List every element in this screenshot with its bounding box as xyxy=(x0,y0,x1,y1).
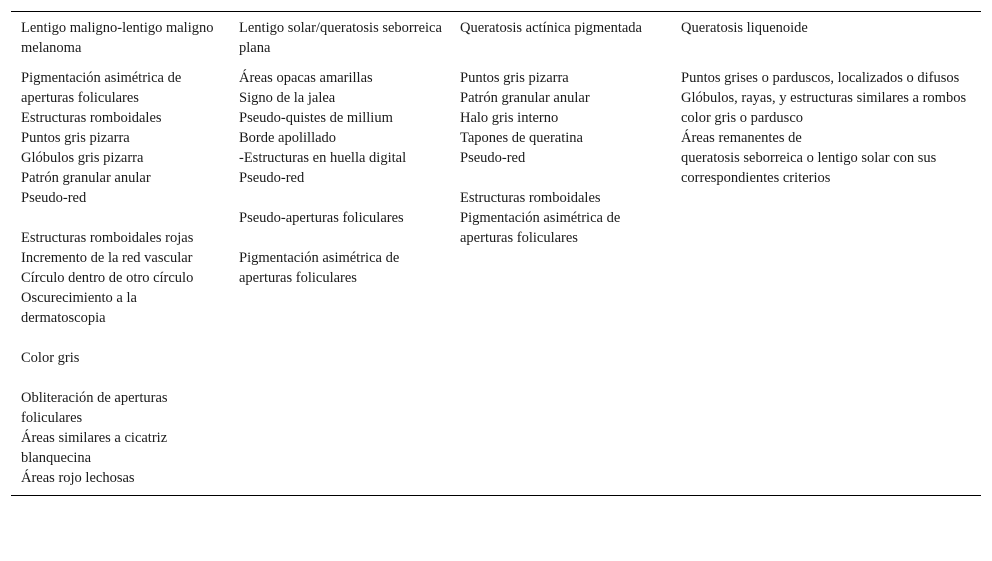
criterion-item: Áreas opacas amarillas xyxy=(239,70,373,86)
criterion-item: queratosis seborreica o lentigo solar con sus correspondientes criterios xyxy=(681,150,937,186)
criterion-item: Glóbulos gris pizarra xyxy=(21,150,144,166)
criterion-item: Pseudo-quistes de millium xyxy=(239,110,393,126)
criterion-item: Color gris xyxy=(21,350,80,366)
header-queratosis-liquenoide: Queratosis liquenoide xyxy=(681,20,808,36)
criterion-item: Áreas similares a cicatriz blanquecina xyxy=(21,430,168,466)
column-queratosis-actinica xyxy=(450,68,671,488)
column-lentigo-solar xyxy=(229,68,450,488)
criterion-item: Patrón granular anular xyxy=(21,170,151,186)
criterion-item: Pseudo-red xyxy=(21,190,87,206)
blank-line xyxy=(239,188,444,208)
table-body-row xyxy=(11,58,981,495)
criterion-item: Puntos grises o parduscos, localizados o difusos xyxy=(681,70,960,86)
column-queratosis-liquenoide xyxy=(671,68,981,488)
criterion-item: Signo de la jalea xyxy=(239,90,336,106)
blank-line xyxy=(239,228,444,248)
criterion-item: -Estructuras en huella digital xyxy=(239,150,407,166)
criterion-item: Obliteración de aperturas foliculares xyxy=(21,390,168,426)
criterion-item: Pigmentación asimétrica de aperturas foliculares xyxy=(239,250,400,286)
criterion-item: Pseudo-red xyxy=(460,150,526,166)
blank-line xyxy=(21,368,223,388)
criterion-item: Incremento de la red vascular xyxy=(21,250,193,266)
criterion-item: Estructuras romboidales rojas xyxy=(21,230,194,246)
criterion-item: Puntos gris pizarra xyxy=(21,130,130,146)
header-queratosis-actinica: Queratosis actínica pigmentada xyxy=(460,20,642,36)
criterion-item: Halo gris interno xyxy=(460,110,559,126)
blank-line xyxy=(460,168,665,188)
criterion-item: Círculo dentro de otro círculo xyxy=(21,270,194,286)
criterion-item: Tapones de queratina xyxy=(460,130,583,146)
criterion-item: Pseudo-aperturas foliculares xyxy=(239,210,404,226)
table-header-row xyxy=(11,12,981,58)
header-lentigo-maligno: Lentigo maligno-lentigo maligno melanoma xyxy=(21,20,214,56)
criterion-item: Pigmentación asimétrica de aperturas foliculares xyxy=(21,70,182,106)
column-lentigo-maligno xyxy=(11,68,229,488)
criterion-item: Oscurecimiento a la dermatoscopia xyxy=(21,290,137,326)
blank-line xyxy=(21,328,223,348)
criterion-item: Puntos gris pizarra xyxy=(460,70,569,86)
criterion-item: Glóbulos, rayas, y estructuras similares a rombos color gris o pardusco xyxy=(681,90,967,126)
criterion-item: Pigmentación asimétrica de aperturas foliculares xyxy=(460,210,621,246)
header-lentigo-solar: Lentigo solar/queratosis seborreica plana xyxy=(239,20,442,56)
blank-line xyxy=(21,208,223,228)
criterion-item: Pseudo-red xyxy=(239,170,305,186)
criterion-item: Estructuras romboidales xyxy=(21,110,162,126)
criterion-item: Áreas remanentes de xyxy=(681,130,802,146)
criterion-item: Patrón granular anular xyxy=(460,90,590,106)
criterion-item: Estructuras romboidales xyxy=(460,190,601,206)
criteria-table xyxy=(11,11,981,496)
criterion-item: Áreas rojo lechosas xyxy=(21,470,135,486)
criterion-item: Borde apolillado xyxy=(239,130,337,146)
